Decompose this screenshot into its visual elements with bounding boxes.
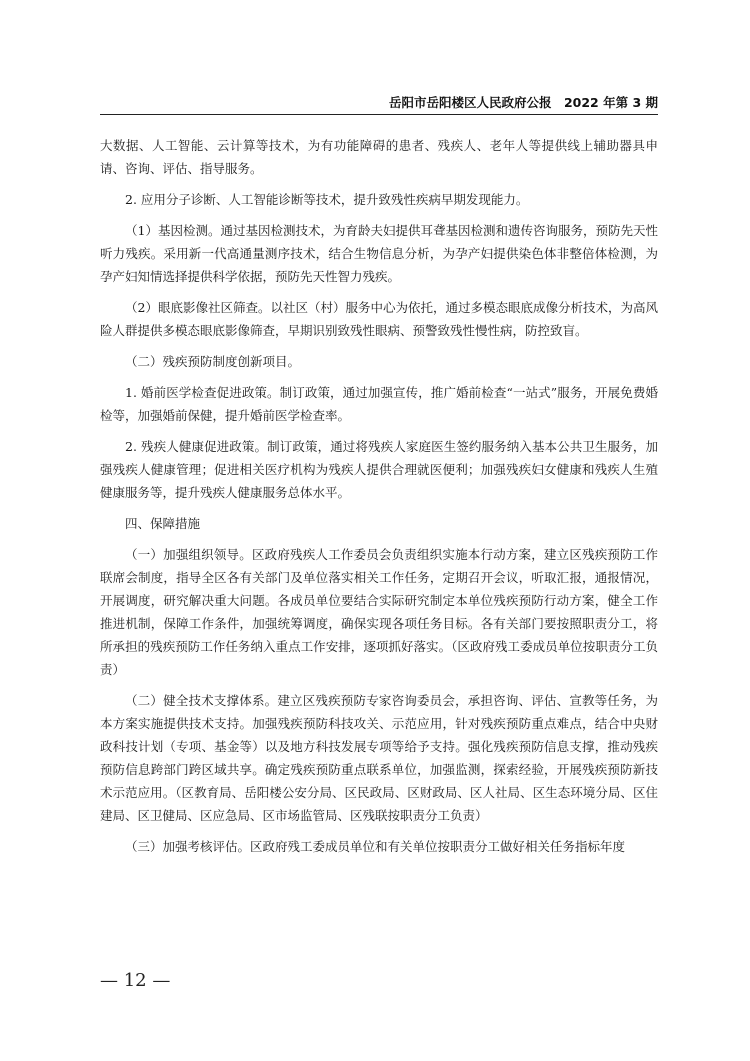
header-divider bbox=[100, 114, 658, 115]
section-heading-safeguards: 四、保障措施 bbox=[125, 516, 201, 531]
page-number: — 12 — bbox=[100, 970, 171, 991]
document-body bbox=[100, 134, 658, 866]
section-heading-policy-innovation: （二）残疾预防制度创新项目。 bbox=[125, 354, 301, 369]
paragraph-continuation: 大数据、人工智能、云计算等技术，为有功能障碍的患者、残疾人、老年人等提供线上辅助器具申请、咨询、评估、指导服务。 bbox=[100, 138, 658, 176]
paragraph-item-2: 2. 应用分子诊断、人工智能诊断等技术，提升致残性疾病早期发现能力。 bbox=[125, 192, 529, 207]
paragraph-gene-testing: （1）基因检测。通过基因检测技术，为育龄夫妇提供耳聋基因检测和遗传咨询服务，预防先天性听力残疾。采用新一代高通量测序技术，结合生物信息分析，为孕产妇提供染色体非整倍体检测，为孕产妇知情选择提供科学依据，预防先天性智力残疾。 bbox=[100, 223, 658, 284]
page-header: 岳阳市岳阳楼区人民政府公报 2022 年第 3 期 bbox=[388, 95, 658, 110]
paragraph-organization-leadership: （一）加强组织领导。区政府残疾人工作委员会负责组织实施本行动方案，建立区残疾预防工作联席会制度，指导全区各有关部门及单位落实相关工作任务，定期召开会议，听取汇报，通报情况，开展调度，研究解决重大问题。各成员单位要结合实际研究制定本单位残疾预防行动方案，健全工作推进机制，保障工作条件，加强统筹调度，确保实现各项任务目标。各有关部门要按照职责分工，将所承担的残疾预防工作任务纳入重点工作安排，逐项抓好落实。（区政府残工委成员单位按职责分工负责） bbox=[100, 547, 658, 677]
paragraph-technical-support: （二）健全技术支撑体系。建立区残疾预防专家咨询委员会，承担咨询、评估、宣教等任务，为本方案实施提供技术支持。加强残疾预防科技攻关、示范应用，针对残疾预防重点难点，结合中央财政科技计划（专项、基金等）以及地方科技发展专项等给予支持。强化残疾预防信息支撑，推动残疾预防信息跨部门跨区域共享。确定残疾预防重点联系单位，加强监测，探索经验，开展残疾预防新技术示范应用。（区教育局、岳阳楼公安分局、区民政局、区财政局、区人社局、区生态环境分局、区住建局、区卫健局、区应急局、区市场监管局、区残联按职责分工负责） bbox=[100, 693, 658, 823]
paragraph-premarital-check: 1. 婚前医学检查促进政策。制订政策，通过加强宣传，推广婚前检查“一站式”服务，开展免费婚检等，加强婚前保健，提升婚前医学检查率。 bbox=[100, 385, 658, 423]
paragraph-fundus-screening: （2）眼底影像社区筛查。以社区（村）服务中心为依托，通过多模态眼底成像分析技术，为高风险人群提供多模态眼底影像筛查，早期识别致残性眼病、预警致残性慢性病，防控致盲。 bbox=[100, 300, 658, 338]
paragraph-disabled-health: 2. 残疾人健康促进政策。制订政策，通过将残疾人家庭医生签约服务纳入基本公共卫生服务，加强残疾人健康管理；促进相关医疗机构为残疾人提供合理就医便利；加强残疾妇女健康和残疾人生殖健康服务等，提升残疾人健康服务总体水平。 bbox=[100, 439, 658, 500]
paragraph-assessment: （三）加强考核评估。区政府残工委成员单位和有关单位按职责分工做好相关任务指标年度 bbox=[125, 839, 626, 854]
